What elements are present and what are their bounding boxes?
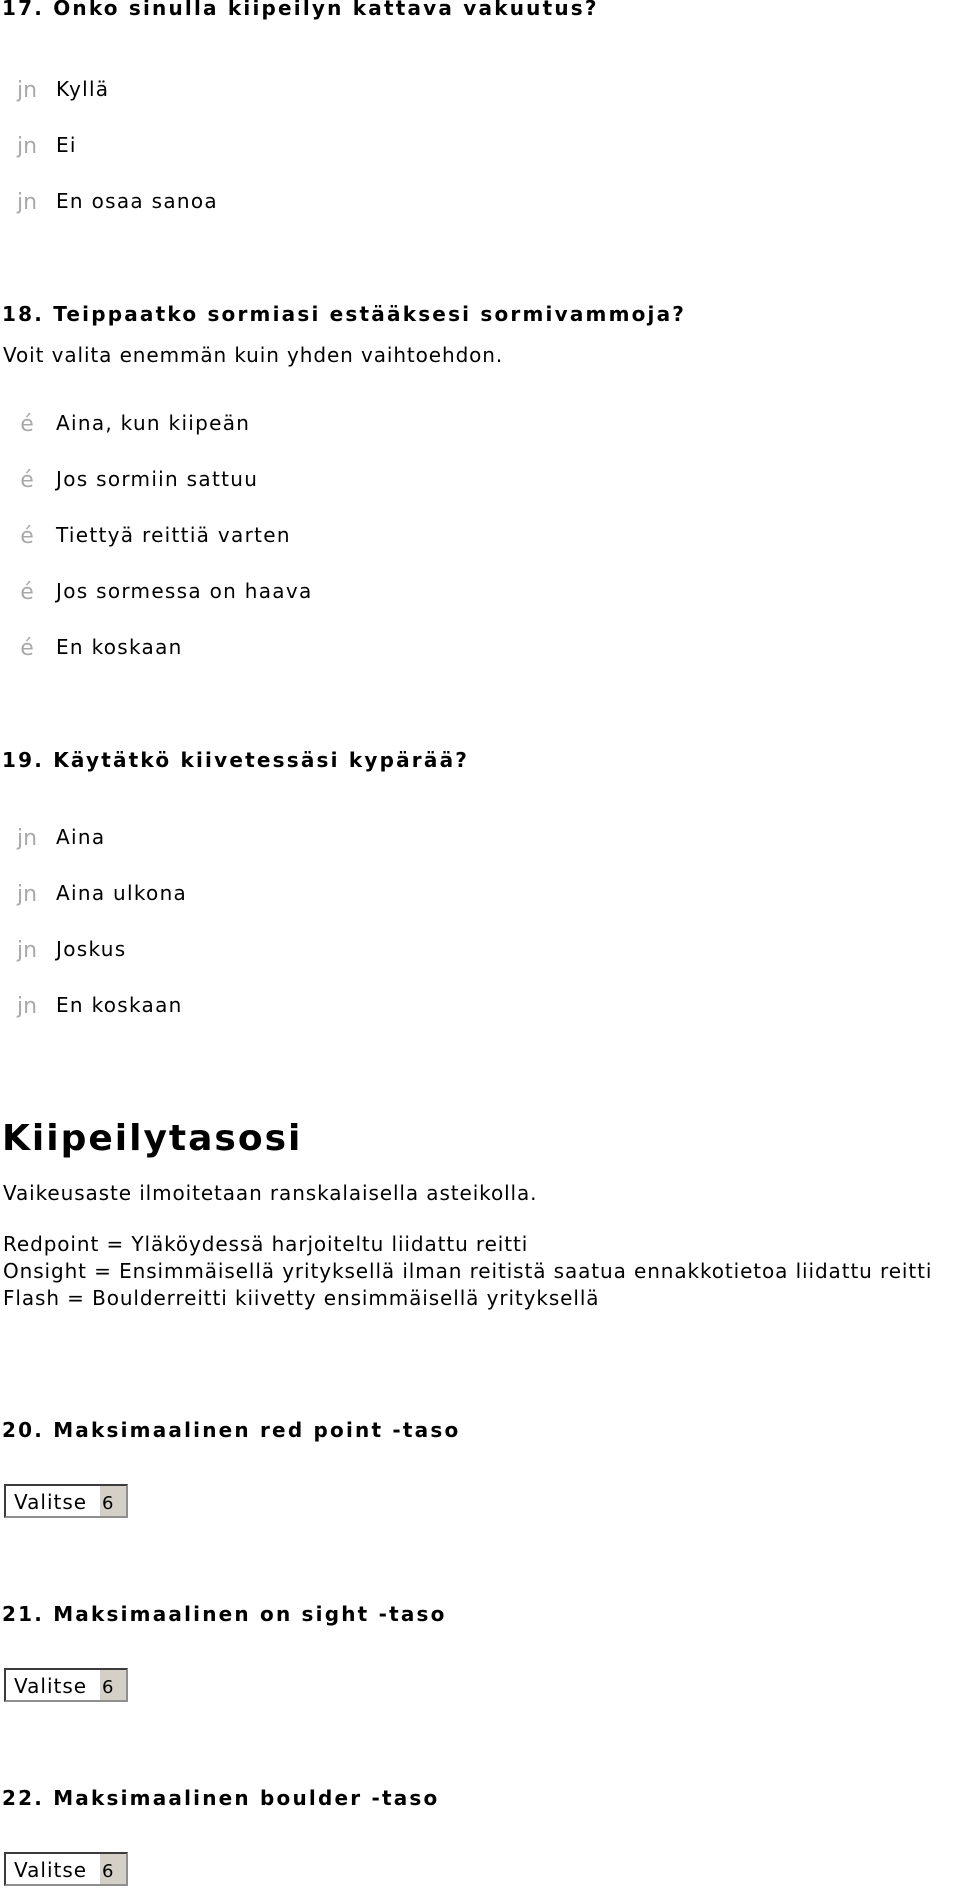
q17-option-kylla[interactable] [14, 72, 614, 112]
scale-note: Vaikeusaste ilmoitetaan ranskalaisella asteikolla. [3, 1181, 538, 1205]
radio-icon[interactable]: jn [16, 882, 38, 907]
question-17-title: 17. Onko sinulla kiipeilyn kattava vakuutus? [2, 0, 599, 20]
q18-option-tiettya-reittia-varten[interactable] [14, 518, 614, 558]
option-label: Jos sormiin sattuu [56, 467, 259, 491]
question-18-note: Voit valita enemmän kuin yhden vaihtoehdon. [3, 343, 504, 367]
section-title: Kiipeilytasosi [2, 1118, 303, 1159]
q18-option-aina-kun-kiipean[interactable] [14, 406, 614, 446]
option-label: En koskaan [56, 993, 183, 1017]
question-22-title: 22. Maksimaalinen boulder -taso [2, 1786, 440, 1810]
option-label: En koskaan [56, 635, 183, 659]
on-sight-level-select[interactable] [4, 1668, 128, 1702]
option-label: Tiettyä reittiä varten [56, 523, 291, 547]
q18-option-jos-sormiin-sattuu[interactable] [14, 462, 614, 502]
question-19-title: 19. Käytätkö kiivetessäsi kypärää? [2, 748, 470, 772]
select-value: Valitse [14, 1490, 88, 1514]
question-20-title: 20. Maksimaalinen red point -taso [2, 1418, 461, 1442]
radio-icon[interactable]: jn [16, 134, 38, 159]
q18-option-jos-sormessa-on-haava[interactable] [14, 574, 614, 614]
definition-flash: Flash = Boulderreitti kiivetty ensimmäisellä yrityksellä [3, 1286, 600, 1310]
radio-icon[interactable]: jn [16, 994, 38, 1019]
q17-option-en-osaa-sanoa[interactable] [14, 184, 614, 224]
option-label: Aina, kun kiipeän [56, 411, 251, 435]
question-18-title: 18. Teippaatko sormiasi estääksesi sormivammoja? [2, 302, 687, 326]
checkbox-icon[interactable]: é [20, 524, 34, 549]
dropdown-arrow-icon[interactable]: 6 [99, 1486, 126, 1516]
checkbox-icon[interactable]: é [20, 468, 34, 493]
select-value: Valitse [14, 1858, 88, 1882]
q19-option-aina-ulkona[interactable] [14, 876, 614, 916]
q17-option-ei[interactable] [14, 128, 614, 168]
definition-redpoint: Redpoint = Yläköydessä harjoiteltu liidattu reitti [3, 1232, 529, 1256]
q18-option-en-koskaan[interactable] [14, 630, 614, 670]
radio-icon[interactable]: jn [16, 78, 38, 103]
option-label: Kyllä [56, 77, 110, 101]
checkbox-icon[interactable]: é [20, 412, 34, 437]
checkbox-icon[interactable]: é [20, 580, 34, 605]
option-label: Joskus [56, 937, 127, 961]
option-label: En osaa sanoa [56, 189, 218, 213]
radio-icon[interactable]: jn [16, 190, 38, 215]
q19-option-joskus[interactable] [14, 932, 614, 972]
checkbox-icon[interactable]: é [20, 636, 34, 661]
dropdown-arrow-icon[interactable]: 6 [99, 1854, 126, 1884]
q19-option-en-koskaan[interactable] [14, 988, 614, 1028]
dropdown-arrow-icon[interactable]: 6 [99, 1670, 126, 1700]
option-label: Jos sormessa on haava [56, 579, 313, 603]
radio-icon[interactable]: jn [16, 938, 38, 963]
option-label: Aina ulkona [56, 881, 188, 905]
red-point-level-select[interactable] [4, 1484, 128, 1518]
select-value: Valitse [14, 1674, 88, 1698]
boulder-level-select[interactable] [4, 1852, 128, 1886]
option-label: Aina [56, 825, 106, 849]
option-label: Ei [56, 133, 77, 157]
definition-onsight: Onsight = Ensimmäisellä yrityksellä ilman reitistä saatua ennakkotietoa liidattu reitti [3, 1259, 933, 1283]
radio-icon[interactable]: jn [16, 826, 38, 851]
question-21-title: 21. Maksimaalinen on sight -taso [2, 1602, 447, 1626]
q19-option-aina[interactable] [14, 820, 614, 860]
